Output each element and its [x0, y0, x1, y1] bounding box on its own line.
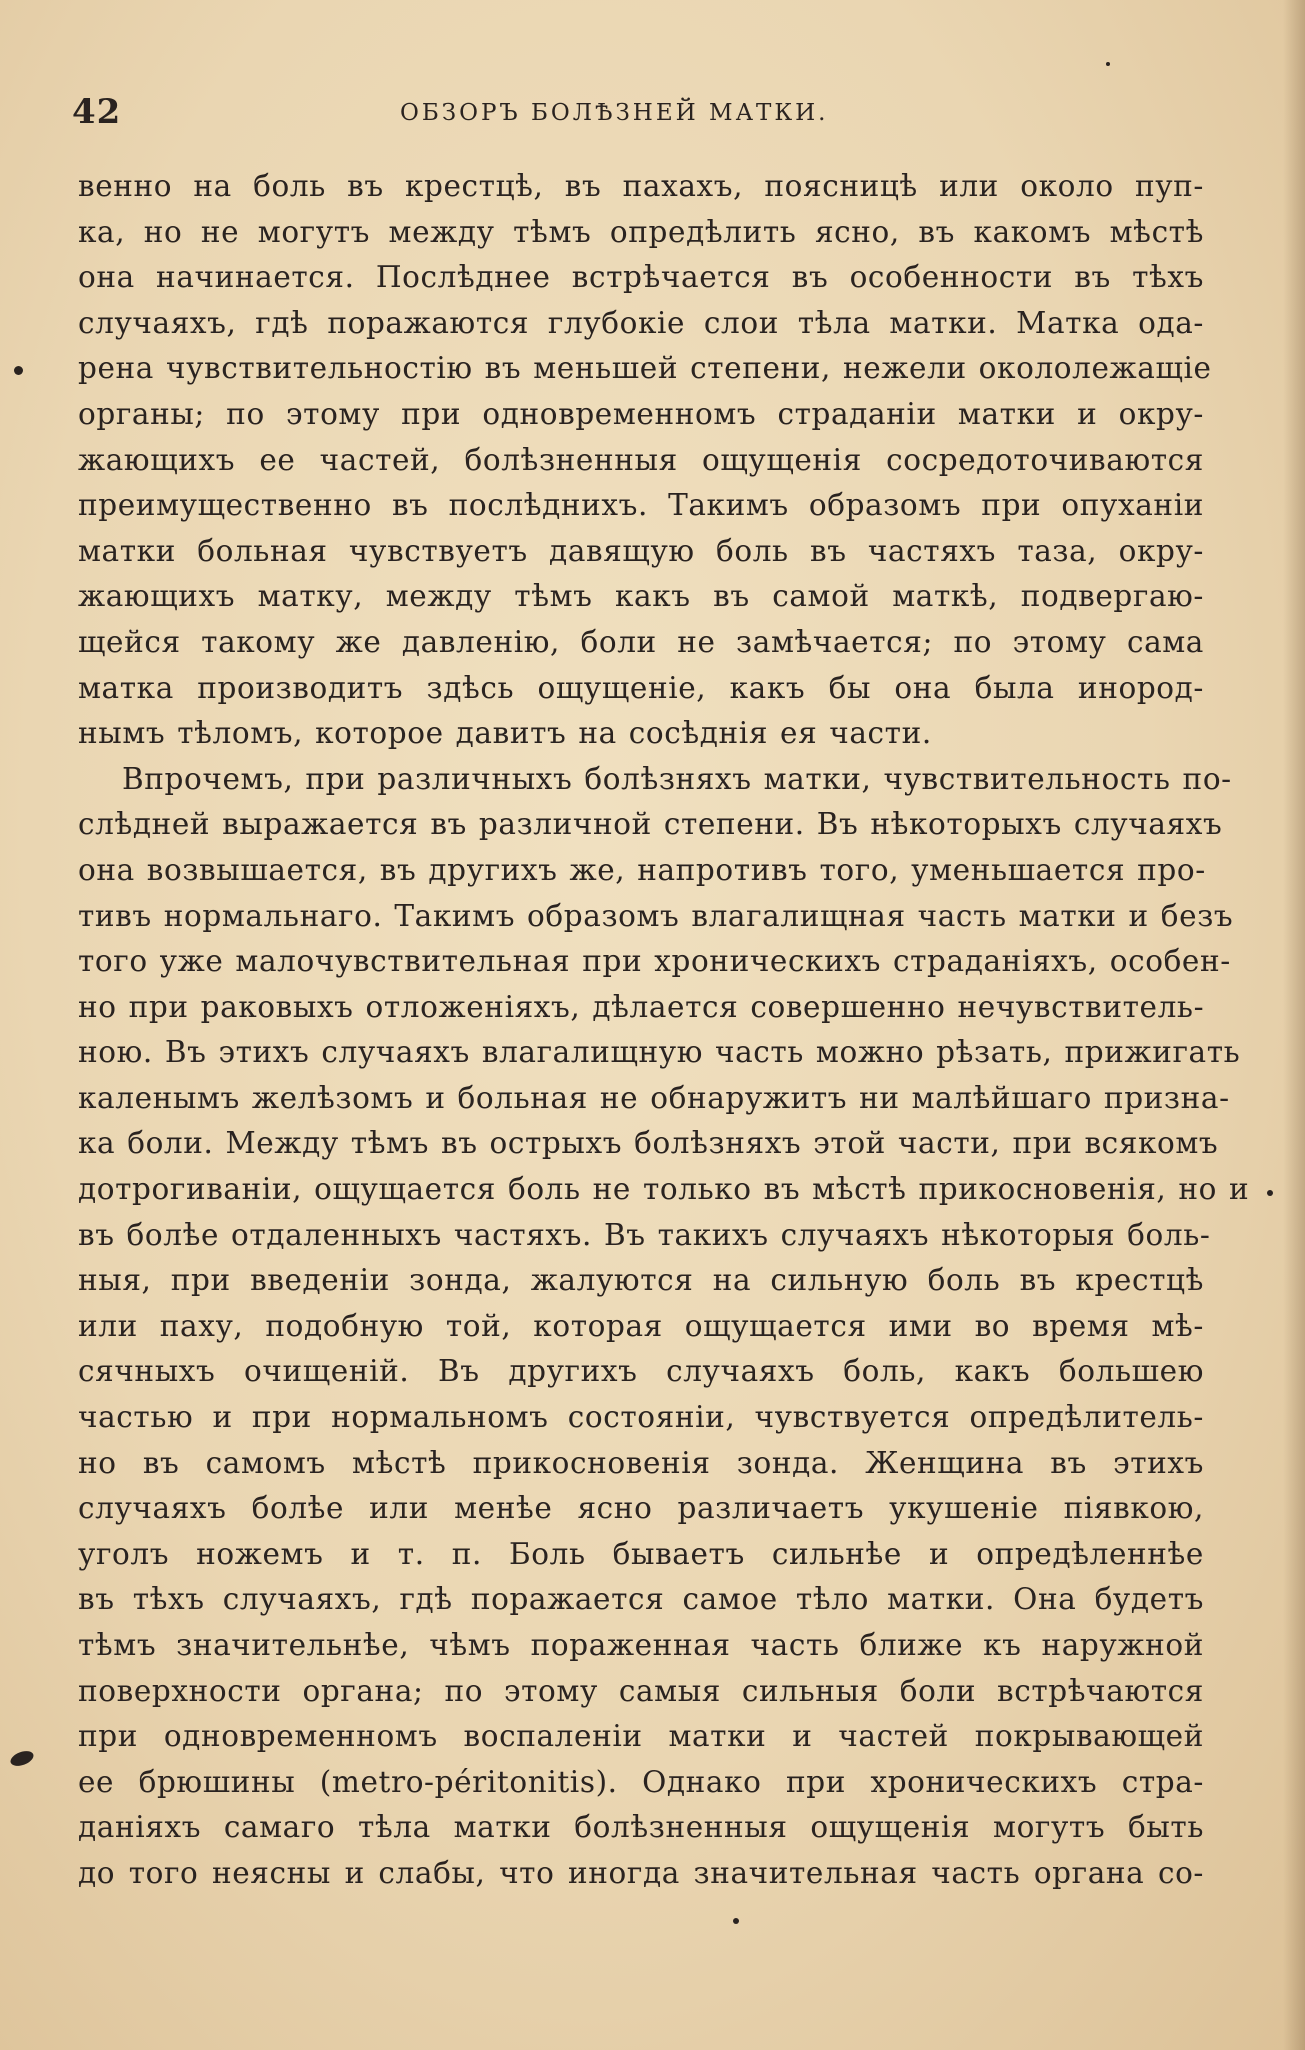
text-line: каленымъ желѣзомъ и больная не обнаружитъ ни малѣйшаго призна- [78, 1080, 1230, 1115]
text-line: матки больная чувствуетъ давящую боль въ частяхъ таза, окру- [78, 533, 1204, 568]
running-title: ОБЗОРЪ БОЛѢЗНЕЙ МАТКИ. [400, 100, 829, 126]
text-line: того уже малочувствительная при хроническихъ страданіяхъ, особен- [78, 944, 1231, 979]
text-line: жающихъ матку, между тѣмъ какъ въ самой маткѣ, подвергаю- [78, 579, 1204, 614]
text-line: въ тѣхъ случаяхъ, гдѣ поражается самое тѣло матки. Она будетъ [78, 1582, 1204, 1617]
text-line: ка боли. Между тѣмъ въ острыхъ болѣзняхъ этой части, при всякомъ [78, 1126, 1219, 1161]
text-line: слѣдней выражается въ различной степени. Въ нѣкоторыхъ случаяхъ [78, 807, 1223, 842]
text-line: въ болѣе отдаленныхъ частяхъ. Въ такихъ случаяхъ нѣкоторыя боль- [78, 1217, 1211, 1252]
text-line: случаяхъ, гдѣ поражаются глубокіе слои тѣла матки. Матка ода- [78, 305, 1204, 340]
ink-speck [733, 1918, 739, 1924]
text-line: до того неясны и слабы, что иногда значительная часть органа со- [78, 1855, 1204, 1890]
text-line: случаяхъ болѣе или менѣе ясно различаетъ укушеніе піявкою, [78, 1491, 1204, 1526]
text-line: при одновременномъ воспаленіи матки и частей покрывающей [78, 1719, 1204, 1754]
text-line: но при раковыхъ отложеніяхъ, дѣлается совершенно нечувствитель- [78, 989, 1205, 1024]
text-line: поверхности органа; по этому самыя сильныя боли встрѣчаются [78, 1673, 1204, 1708]
text-line: ныя, при введеніи зонда, жалуются на сильную боль въ крестцѣ [78, 1263, 1204, 1298]
text-line: венно на боль въ крестцѣ, въ пахахъ, поясницѣ или около пуп- [78, 169, 1204, 203]
ink-speck [14, 366, 23, 375]
paragraph-first-line: Впрочемъ, при различныхъ болѣзняхъ матки, чувствительность по- [122, 761, 1232, 796]
text-line: преимущественно въ послѣднихъ. Такимъ образомъ при опуханіи [78, 488, 1204, 523]
text-line: сячныхъ очищеній. Въ другихъ случаяхъ боль, какъ большею [78, 1354, 1204, 1389]
text-line: дотрогиваніи, ощущается боль не только въ мѣстѣ прикосновенія, но и [78, 1172, 1250, 1207]
text-line: частью и при нормальномъ состояніи, чувствуется опредѣлитель- [78, 1400, 1204, 1435]
text-line: щейся такому же давленію, боли не замѣчается; по этому сама [78, 624, 1204, 659]
text-line: даніяхъ самаго тѣла матки болѣзненныя ощущенія могутъ быть [78, 1810, 1204, 1845]
text-line: ною. Въ этихъ случаяхъ влагалищную часть можно рѣзать, прижигать [78, 1035, 1241, 1070]
ink-speck [9, 1748, 36, 1768]
text-line: жающихъ ее частей, болѣзненныя ощущенія сосредоточиваются [78, 442, 1204, 477]
text-line: тивъ нормальнаго. Такимъ образомъ влагалищная часть матки и безъ [78, 898, 1234, 933]
page-number: 42 [72, 92, 122, 132]
text-line: но въ самомъ мѣстѣ прикосновенія зонда. Женщина въ этихъ [78, 1445, 1204, 1480]
text-line: или паху, подобную той, которая ощущается ими во время мѣ- [78, 1308, 1204, 1343]
text-line: органы; по этому при одновременномъ страданіи матки и окру- [78, 396, 1204, 431]
text-line: ее брюшины (metro-péritonitis). Однако при хроническихъ стра- [78, 1764, 1204, 1799]
page-spine-shadow [1283, 0, 1305, 2050]
text-line: рена чувствительностію въ меньшей степени, нежели окололежащіе [78, 351, 1212, 386]
text-line: она начинается. Послѣднее встрѣчается въ особенности въ тѣхъ [78, 260, 1204, 295]
paragraph-last-line: нымъ тѣломъ, которое давитъ на сосѣднія ея части. [78, 716, 932, 751]
text-line: матка производитъ здѣсь ощущеніе, какъ бы она была инород- [78, 670, 1204, 705]
text-line: ка, но не могутъ между тѣмъ опредѣлить ясно, въ какомъ мѣстѣ [78, 214, 1204, 249]
text-line: тѣмъ значительнѣе, чѣмъ пораженная часть ближе къ наружной [78, 1628, 1204, 1662]
text-line: она возвышается, въ другихъ же, напротивъ того, уменьшается про- [78, 852, 1206, 887]
ink-speck [1267, 1190, 1273, 1196]
body-text [78, 164, 1250, 1897]
ink-speck [1106, 62, 1110, 66]
text-line: уголъ ножемъ и т. п. Боль бываетъ сильнѣе и опредѣленнѣе [78, 1536, 1204, 1571]
